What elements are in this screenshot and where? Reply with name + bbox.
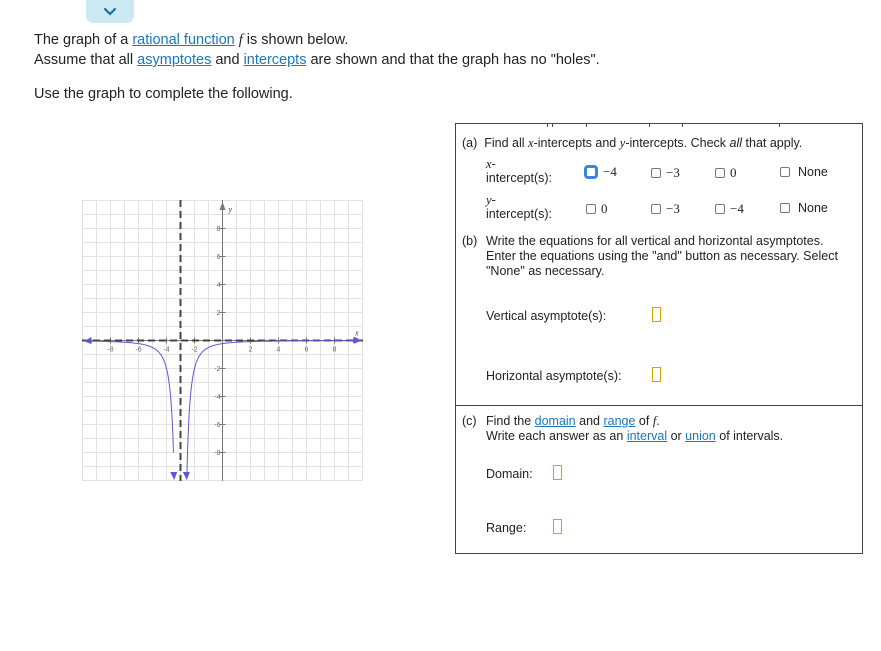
y-tick-label: -2 — [214, 366, 221, 373]
y-tick-label: 2 — [216, 310, 221, 317]
x-axis-label: x — [355, 328, 359, 338]
x-option-3-checkbox[interactable] — [715, 168, 725, 178]
x-option-none[interactable]: None — [780, 165, 828, 179]
y-tick-label: -8 — [214, 450, 221, 457]
y-option-1-checkbox[interactable] — [586, 204, 596, 214]
y-tick-label: 8 — [216, 226, 221, 233]
union-link[interactable]: union — [685, 429, 716, 443]
collapse-button[interactable] — [86, 0, 134, 23]
interval-link[interactable]: interval — [626, 429, 668, 443]
intro-line-3: Use the graph to complete the following. — [34, 86, 293, 102]
y-tick-label: -6 — [214, 422, 221, 429]
x-tick-label: -4 — [163, 346, 170, 354]
part-b-prompt: Write the equations for all vertical and horizontal asymptotes. Enter the equations using the "and" button as necessary. Select "None" as necessary. — [486, 234, 838, 278]
part-a-prompt: (a) Find all x-intercepts and y-intercepts. Check all that apply. — [462, 136, 803, 150]
x-option-1-checkbox[interactable] — [584, 165, 598, 179]
y-option-2[interactable]: −3 — [651, 201, 680, 217]
x-tick-label: 2 — [248, 346, 253, 354]
domain-label: Domain: — [486, 467, 533, 481]
vertical-asymptote-label: Vertical asymptote(s): — [486, 309, 607, 323]
x-option-2-checkbox[interactable] — [651, 168, 661, 178]
vertical-asymptote-input[interactable] — [652, 307, 661, 322]
answer-panel — [455, 123, 863, 554]
range-link[interactable]: range — [603, 414, 636, 428]
x-tick-label: 6 — [304, 346, 309, 354]
y-option-none[interactable]: None — [780, 201, 828, 215]
range-input[interactable] — [553, 519, 562, 534]
x-option-3[interactable]: 0 — [715, 165, 737, 181]
asymptotes-link[interactable]: asymptotes — [137, 52, 212, 68]
y-option-none-checkbox[interactable] — [780, 203, 790, 213]
y-option-1[interactable]: 0 — [586, 201, 608, 217]
x-option-none-checkbox[interactable] — [780, 167, 790, 177]
y-option-3[interactable]: −4 — [715, 201, 744, 217]
rational-function-link[interactable]: rational function — [132, 32, 235, 48]
horizontal-asymptote-label: Horizontal asymptote(s): — [486, 369, 622, 383]
horizontal-asymptote-input[interactable] — [652, 367, 661, 382]
x-option-1[interactable]: −4 — [584, 164, 617, 180]
section-divider — [456, 405, 862, 406]
x-tick-label: 4 — [276, 346, 281, 354]
part-b-label: (b) — [462, 234, 478, 248]
problem-intro — [34, 30, 600, 104]
intro-line-2: Assume that all asymptotes and intercepts are shown and that the graph has no "holes". — [34, 52, 600, 68]
x-tick-label: -8 — [107, 346, 114, 354]
y-tick-label: 4 — [216, 282, 221, 289]
domain-link[interactable]: domain — [534, 414, 576, 428]
x-option-2[interactable]: −3 — [651, 165, 680, 181]
y-tick-label: 6 — [216, 254, 221, 261]
panel-top-rule — [456, 123, 862, 127]
chevron-down-icon — [103, 7, 117, 17]
intercepts-link[interactable]: intercepts — [243, 52, 307, 68]
domain-input[interactable] — [553, 465, 562, 480]
part-c-label: (c) — [462, 414, 477, 428]
y-option-3-checkbox[interactable] — [715, 204, 725, 214]
graph-svg — [82, 200, 363, 481]
x-tick-label: -6 — [135, 346, 142, 354]
range-label: Range: — [486, 521, 527, 535]
x-tick-label: 8 — [332, 346, 337, 354]
x-intercept-label: x- intercept(s): — [486, 157, 552, 185]
y-tick-label: -4 — [214, 394, 221, 401]
intro-line-1: The graph of a rational function f is shown below. — [34, 32, 349, 48]
y-intercept-label: y- intercept(s): — [486, 193, 552, 221]
x-tick-label: -2 — [191, 346, 198, 354]
y-axis-label: y — [228, 205, 233, 214]
function-var: f — [238, 32, 243, 48]
y-option-2-checkbox[interactable] — [651, 204, 661, 214]
rational-function-graph — [82, 200, 363, 484]
part-c-prompt: Find the domain and range of f. Write each answer as an interval or union of intervals. — [486, 414, 784, 443]
